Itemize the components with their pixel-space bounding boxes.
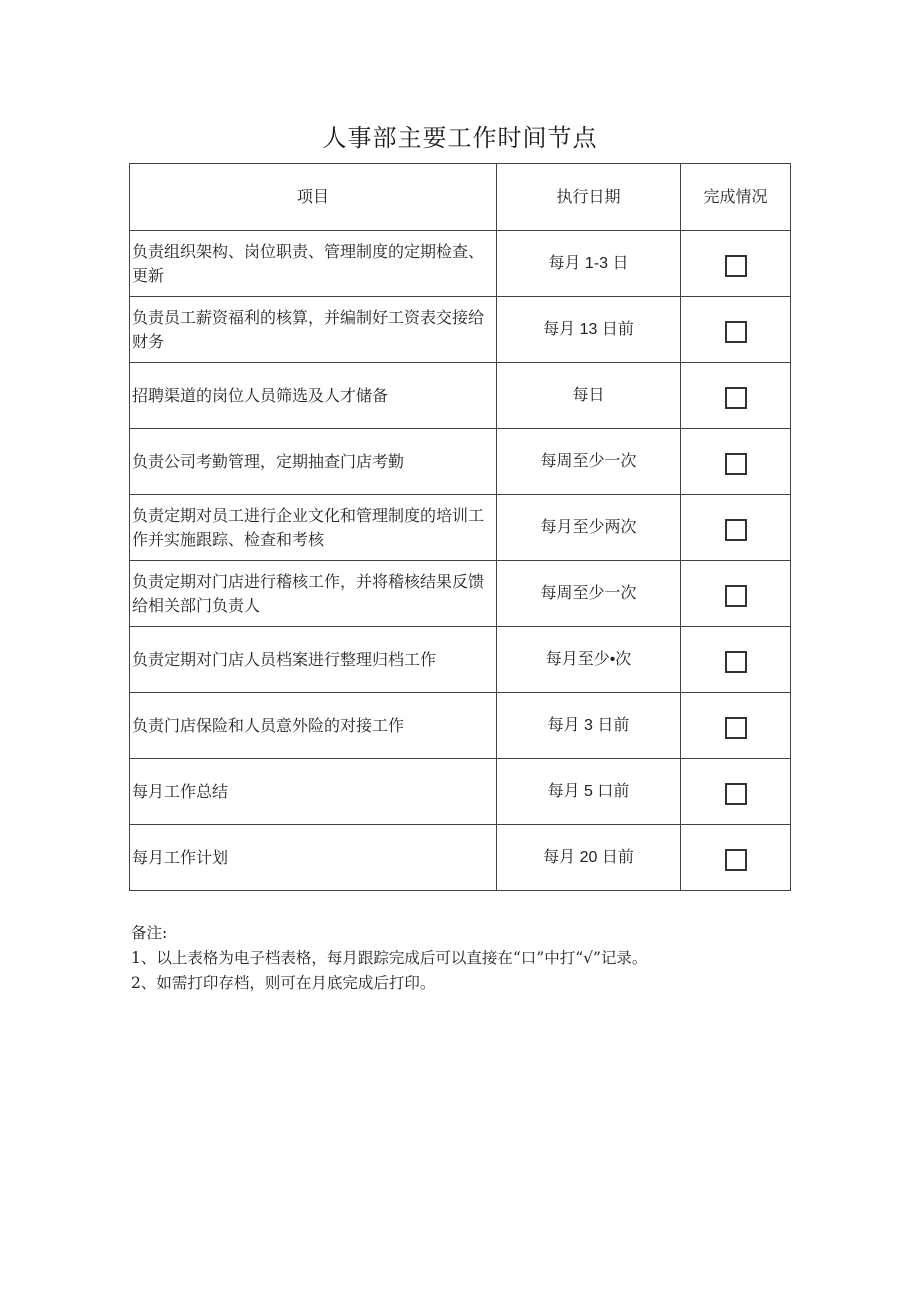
table-row <box>130 231 791 297</box>
status-cell <box>681 693 791 759</box>
table-row <box>130 825 791 891</box>
date-text: 每周至少一次 <box>497 429 681 495</box>
completion-checkbox[interactable] <box>725 585 747 607</box>
notes-heading: 备注: <box>131 924 168 942</box>
date-text: 每月 13 日前 <box>497 297 681 363</box>
item-text: 招聘渠道的岗位人员筛选及人才储备 <box>130 363 497 429</box>
notes-line: 2、如需打印存档，则可在月底完成后打印。 <box>131 974 436 992</box>
table-row <box>130 297 791 363</box>
completion-checkbox[interactable] <box>725 255 747 277</box>
item-text: 每月工作计划 <box>130 825 497 891</box>
date-text: 每月 3 日前 <box>497 693 681 759</box>
status-cell <box>681 825 791 891</box>
completion-checkbox[interactable] <box>725 783 747 805</box>
table-row <box>130 693 791 759</box>
header-date: 执行日期 <box>497 164 681 231</box>
status-cell <box>681 363 791 429</box>
date-text: 每日 <box>497 363 681 429</box>
date-text: 每月 20 日前 <box>497 825 681 891</box>
completion-checkbox[interactable] <box>725 321 747 343</box>
date-text: 每周至少一次 <box>497 561 681 627</box>
status-cell <box>681 627 791 693</box>
item-text: 负责定期对门店进行稽核工作，并将稽核结果反馈给相关部门负责人 <box>130 561 497 627</box>
item-text: 负责公司考勤管理，定期抽查门店考勤 <box>130 429 497 495</box>
notes-section <box>131 921 647 996</box>
item-text: 负责门店保险和人员意外险的对接工作 <box>130 693 497 759</box>
header-status: 完成情况 <box>681 164 791 231</box>
table-row <box>130 627 791 693</box>
status-cell <box>681 297 791 363</box>
item-text: 负责定期对门店人员档案进行整理归档工作 <box>130 627 497 693</box>
completion-checkbox[interactable] <box>725 519 747 541</box>
header-item: 项目 <box>130 164 497 231</box>
date-text: 每月至少两次 <box>497 495 681 561</box>
completion-checkbox[interactable] <box>725 387 747 409</box>
date-text: 每月至少•次 <box>497 627 681 693</box>
item-text: 负责员工薪资福利的核算，并编制好工资表交接给财务 <box>130 297 497 363</box>
status-cell <box>681 495 791 561</box>
table-row <box>130 759 791 825</box>
status-cell <box>681 561 791 627</box>
date-text: 每月 1-3 日 <box>497 231 681 297</box>
table-header-row <box>130 164 791 231</box>
item-text: 每月工作总结 <box>130 759 497 825</box>
completion-checkbox[interactable] <box>725 453 747 475</box>
completion-checkbox[interactable] <box>725 849 747 871</box>
status-cell <box>681 759 791 825</box>
completion-checkbox[interactable] <box>725 717 747 739</box>
item-text: 负责定期对员工进行企业文化和管理制度的培训工作并实施跟踪、检查和考核 <box>130 495 497 561</box>
schedule-table <box>129 163 791 891</box>
completion-checkbox[interactable] <box>725 651 747 673</box>
status-cell <box>681 231 791 297</box>
table-row <box>130 495 791 561</box>
page-title: 人事部主要工作时间节点 <box>322 124 598 152</box>
status-cell <box>681 429 791 495</box>
notes-line: 1、以上表格为电子档表格，每月跟踪完成后可以直接在“口”中打“√”记录。 <box>131 949 648 967</box>
table-row <box>130 429 791 495</box>
table-row <box>130 561 791 627</box>
date-text: 每月 5 口前 <box>497 759 681 825</box>
table-row <box>130 363 791 429</box>
item-text: 负责组织架构、岗位职责、管理制度的定期检查、更新 <box>130 231 497 297</box>
